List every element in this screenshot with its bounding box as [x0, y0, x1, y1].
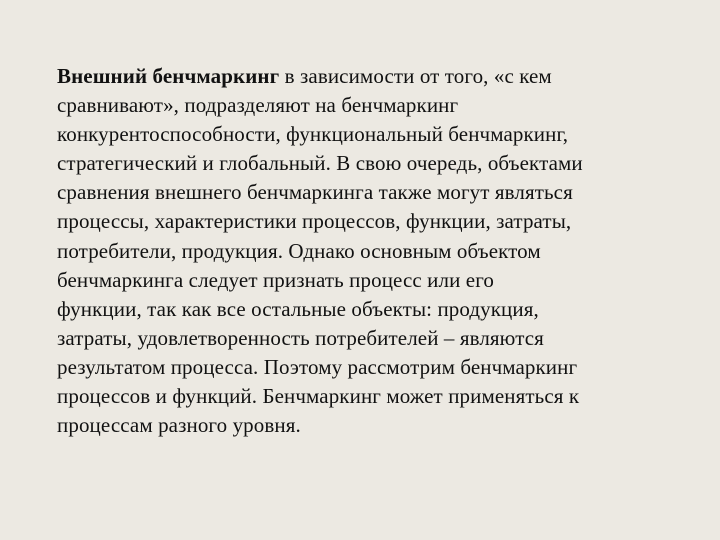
paragraph-line-3: конкурентоспособности, функциональный бенчмаркинг, — [57, 122, 569, 147]
paragraph-line-11: результатом процесса. Поэтому рассмотрим бенчмаркинг — [57, 354, 578, 379]
paragraph-line-13: процессам разного уровня. — [57, 413, 301, 438]
paragraph-line-7: потребители, продукция. Однако основным объектом — [57, 238, 541, 263]
paragraph-line-2: сравнивают», подразделяют на бенчмаркинг — [57, 93, 459, 118]
paragraph-line-1-rest: в зависимости от того, «с кем — [279, 64, 552, 88]
paragraph-line-5: сравнения внешнего бенчмаркинга также могут являться — [57, 180, 573, 205]
paragraph-line-9: функции, так как все остальные объекты: продукция, — [57, 296, 539, 321]
lead-term: Внешний бенчмаркинг — [57, 64, 280, 88]
paragraph-line-8: бенчмаркинга следует признать процесс или его — [57, 267, 494, 292]
paragraph-line-12: процессов и функций. Бенчмаркинг может применяться к — [57, 384, 580, 409]
body-paragraph — [57, 62, 717, 440]
paragraph-line-4: стратегический и глобальный. В свою очередь, объектами — [57, 151, 583, 176]
paragraph-line-10: затраты, удовлетворенность потребителей – являются — [57, 325, 544, 350]
paragraph-line-1 — [57, 62, 717, 91]
paragraph-line-6: процессы, характеристики процессов, функции, затраты, — [57, 209, 572, 234]
